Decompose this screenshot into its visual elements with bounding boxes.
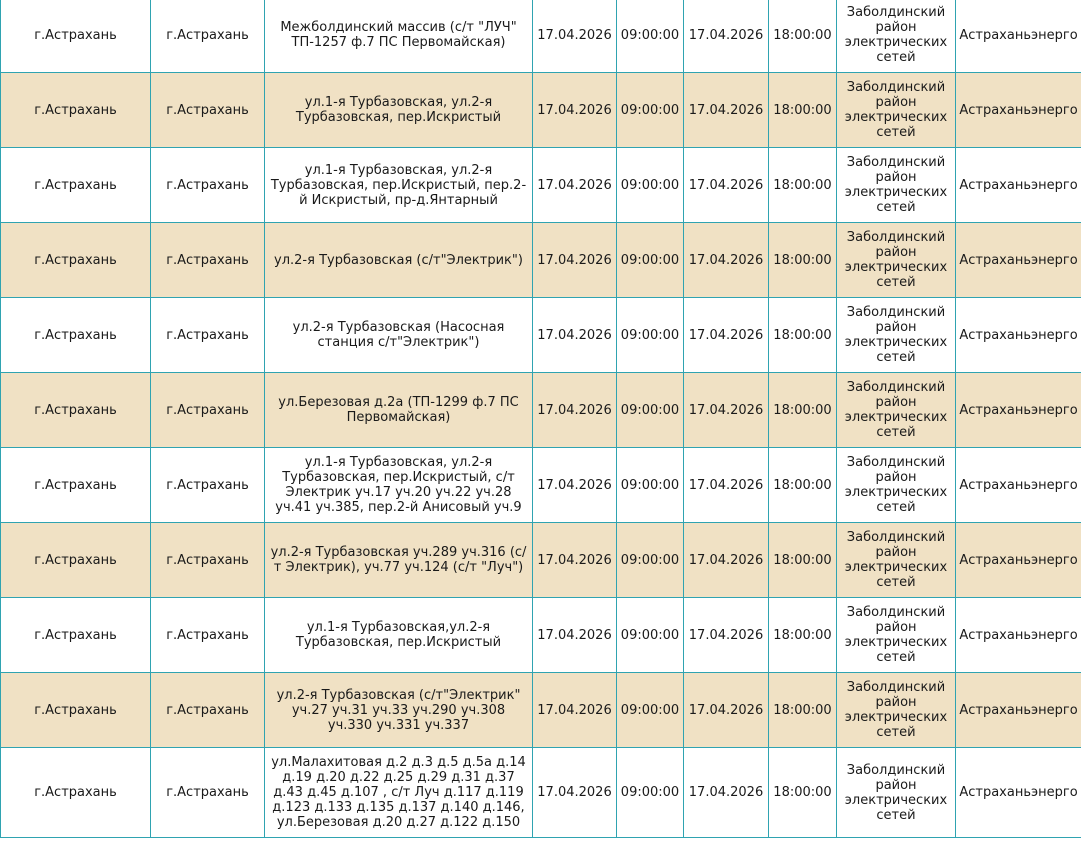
city-cell: г.Астрахань — [1, 148, 151, 223]
address-cell: ул.2-я Турбазовская (Насосная станция с/т"Электрик") — [265, 298, 533, 373]
district-cell: Заболдинский район электрических сетей — [837, 448, 956, 523]
table-row — [1, 748, 1081, 838]
district-cell: Заболдинский район электрических сетей — [837, 148, 956, 223]
district-cell: Заболдинский район электрических сетей — [837, 73, 956, 148]
start-time-cell: 09:00:00 — [617, 148, 684, 223]
district-cell: Заболдинский район электрических сетей — [837, 373, 956, 448]
end-date-cell: 17.04.2026 — [684, 148, 769, 223]
table-row — [1, 448, 1081, 523]
organization-cell: Астраханьэнерго — [956, 448, 1081, 523]
start-date-cell: 17.04.2026 — [533, 373, 617, 448]
end-time-cell: 18:00:00 — [769, 523, 837, 598]
start-date-cell: 17.04.2026 — [533, 748, 617, 838]
end-date-cell: 17.04.2026 — [684, 298, 769, 373]
organization-cell: Астраханьэнерго — [956, 298, 1081, 373]
table-row — [1, 373, 1081, 448]
table-row — [1, 73, 1081, 148]
start-date-cell: 17.04.2026 — [533, 73, 617, 148]
locality-cell: г.Астрахань — [151, 673, 265, 748]
end-date-cell: 17.04.2026 — [684, 73, 769, 148]
end-time-cell: 18:00:00 — [769, 0, 837, 73]
address-cell: ул.1-я Турбазовская, ул.2-я Турбазовская, пер.Искристый, с/т Электрик уч.17 уч.20 уч.22 уч.28 уч.41 уч.385, пер.2-й Анисовый уч.9 — [265, 448, 533, 523]
city-cell: г.Астрахань — [1, 373, 151, 448]
start-time-cell: 09:00:00 — [617, 598, 684, 673]
end-time-cell: 18:00:00 — [769, 73, 837, 148]
organization-cell: Астраханьэнерго — [956, 223, 1081, 298]
start-time-cell: 09:00:00 — [617, 223, 684, 298]
start-time-cell: 09:00:00 — [617, 298, 684, 373]
organization-cell: Астраханьэнерго — [956, 373, 1081, 448]
organization-cell: Астраханьэнерго — [956, 748, 1081, 838]
district-cell: Заболдинский район электрических сетей — [837, 223, 956, 298]
address-cell: ул.2-я Турбазовская уч.289 уч.316 (с/т Электрик), уч.77 уч.124 (с/т "Луч") — [265, 523, 533, 598]
start-date-cell: 17.04.2026 — [533, 148, 617, 223]
district-cell: Заболдинский район электрических сетей — [837, 298, 956, 373]
city-cell: г.Астрахань — [1, 298, 151, 373]
district-cell: Заболдинский район электрических сетей — [837, 598, 956, 673]
address-cell: ул.Малахитовая д.2 д.3 д.5 д.5а д.14 д.19 д.20 д.22 д.25 д.29 д.31 д.37 д.43 д.45 д.107 , с/т Луч д.117 д.119 д.123 д.133 д.135 д.137 д.140 д.146, ул.Березовая д.20 д.27 д.122 д.150 — [265, 748, 533, 838]
locality-cell: г.Астрахань — [151, 148, 265, 223]
end-time-cell: 18:00:00 — [769, 148, 837, 223]
end-time-cell: 18:00:00 — [769, 298, 837, 373]
table-row — [1, 523, 1081, 598]
end-date-cell: 17.04.2026 — [684, 673, 769, 748]
organization-cell: Астраханьэнерго — [956, 148, 1081, 223]
city-cell: г.Астрахань — [1, 0, 151, 73]
end-time-cell: 18:00:00 — [769, 448, 837, 523]
table-body — [1, 0, 1081, 838]
address-cell: ул.1-я Турбазовская, ул.2-я Турбазовская, пер.Искристый, пер.2-й Искристый, пр-д.Янтарный — [265, 148, 533, 223]
address-cell: ул.1-я Турбазовская, ул.2-я Турбазовская, пер.Искристый — [265, 73, 533, 148]
end-time-cell: 18:00:00 — [769, 673, 837, 748]
locality-cell: г.Астрахань — [151, 523, 265, 598]
locality-cell: г.Астрахань — [151, 0, 265, 73]
table-row — [1, 148, 1081, 223]
organization-cell: Астраханьэнерго — [956, 598, 1081, 673]
city-cell: г.Астрахань — [1, 73, 151, 148]
district-cell: Заболдинский район электрических сетей — [837, 523, 956, 598]
start-time-cell: 09:00:00 — [617, 748, 684, 838]
table-row — [1, 598, 1081, 673]
table-row — [1, 223, 1081, 298]
organization-cell: Астраханьэнерго — [956, 673, 1081, 748]
start-date-cell: 17.04.2026 — [533, 673, 617, 748]
organization-cell: Астраханьэнерго — [956, 523, 1081, 598]
locality-cell: г.Астрахань — [151, 223, 265, 298]
address-cell: ул.2-я Турбазовская (с/т"Электрик") — [265, 223, 533, 298]
city-cell: г.Астрахань — [1, 673, 151, 748]
city-cell: г.Астрахань — [1, 448, 151, 523]
start-date-cell: 17.04.2026 — [533, 598, 617, 673]
start-time-cell: 09:00:00 — [617, 373, 684, 448]
locality-cell: г.Астрахань — [151, 748, 265, 838]
city-cell: г.Астрахань — [1, 523, 151, 598]
locality-cell: г.Астрахань — [151, 298, 265, 373]
end-date-cell: 17.04.2026 — [684, 748, 769, 838]
end-time-cell: 18:00:00 — [769, 598, 837, 673]
table-row — [1, 673, 1081, 748]
locality-cell: г.Астрахань — [151, 373, 265, 448]
organization-cell: Астраханьэнерго — [956, 73, 1081, 148]
start-date-cell: 17.04.2026 — [533, 0, 617, 73]
end-time-cell: 18:00:00 — [769, 223, 837, 298]
address-cell: ул.2-я Турбазовская (с/т"Электрик" уч.27 уч.31 уч.33 уч.290 уч.308 уч.330 уч.331 уч.337 — [265, 673, 533, 748]
start-date-cell: 17.04.2026 — [533, 448, 617, 523]
start-time-cell: 09:00:00 — [617, 0, 684, 73]
start-time-cell: 09:00:00 — [617, 73, 684, 148]
city-cell: г.Астрахань — [1, 598, 151, 673]
organization-cell: Астраханьэнерго — [956, 0, 1081, 73]
start-date-cell: 17.04.2026 — [533, 223, 617, 298]
end-time-cell: 18:00:00 — [769, 373, 837, 448]
address-cell: Межболдинский массив (с/т "ЛУЧ" ТП-1257 ф.7 ПС Первомайская) — [265, 0, 533, 73]
start-date-cell: 17.04.2026 — [533, 298, 617, 373]
district-cell: Заболдинский район электрических сетей — [837, 673, 956, 748]
locality-cell: г.Астрахань — [151, 598, 265, 673]
table-row — [1, 0, 1081, 73]
locality-cell: г.Астрахань — [151, 448, 265, 523]
city-cell: г.Астрахань — [1, 223, 151, 298]
end-date-cell: 17.04.2026 — [684, 598, 769, 673]
address-cell: ул.Березовая д.2а (ТП-1299 ф.7 ПС Первомайская) — [265, 373, 533, 448]
locality-cell: г.Астрахань — [151, 73, 265, 148]
district-cell: Заболдинский район электрических сетей — [837, 0, 956, 73]
end-date-cell: 17.04.2026 — [684, 523, 769, 598]
district-cell: Заболдинский район электрических сетей — [837, 748, 956, 838]
start-time-cell: 09:00:00 — [617, 448, 684, 523]
end-date-cell: 17.04.2026 — [684, 223, 769, 298]
start-date-cell: 17.04.2026 — [533, 523, 617, 598]
end-date-cell: 17.04.2026 — [684, 0, 769, 73]
start-time-cell: 09:00:00 — [617, 523, 684, 598]
address-cell: ул.1-я Турбазовская,ул.2-я Турбазовская, пер.Искристый — [265, 598, 533, 673]
end-time-cell: 18:00:00 — [769, 748, 837, 838]
table-row — [1, 298, 1081, 373]
end-date-cell: 17.04.2026 — [684, 373, 769, 448]
end-date-cell: 17.04.2026 — [684, 448, 769, 523]
city-cell: г.Астрахань — [1, 748, 151, 838]
start-time-cell: 09:00:00 — [617, 673, 684, 748]
